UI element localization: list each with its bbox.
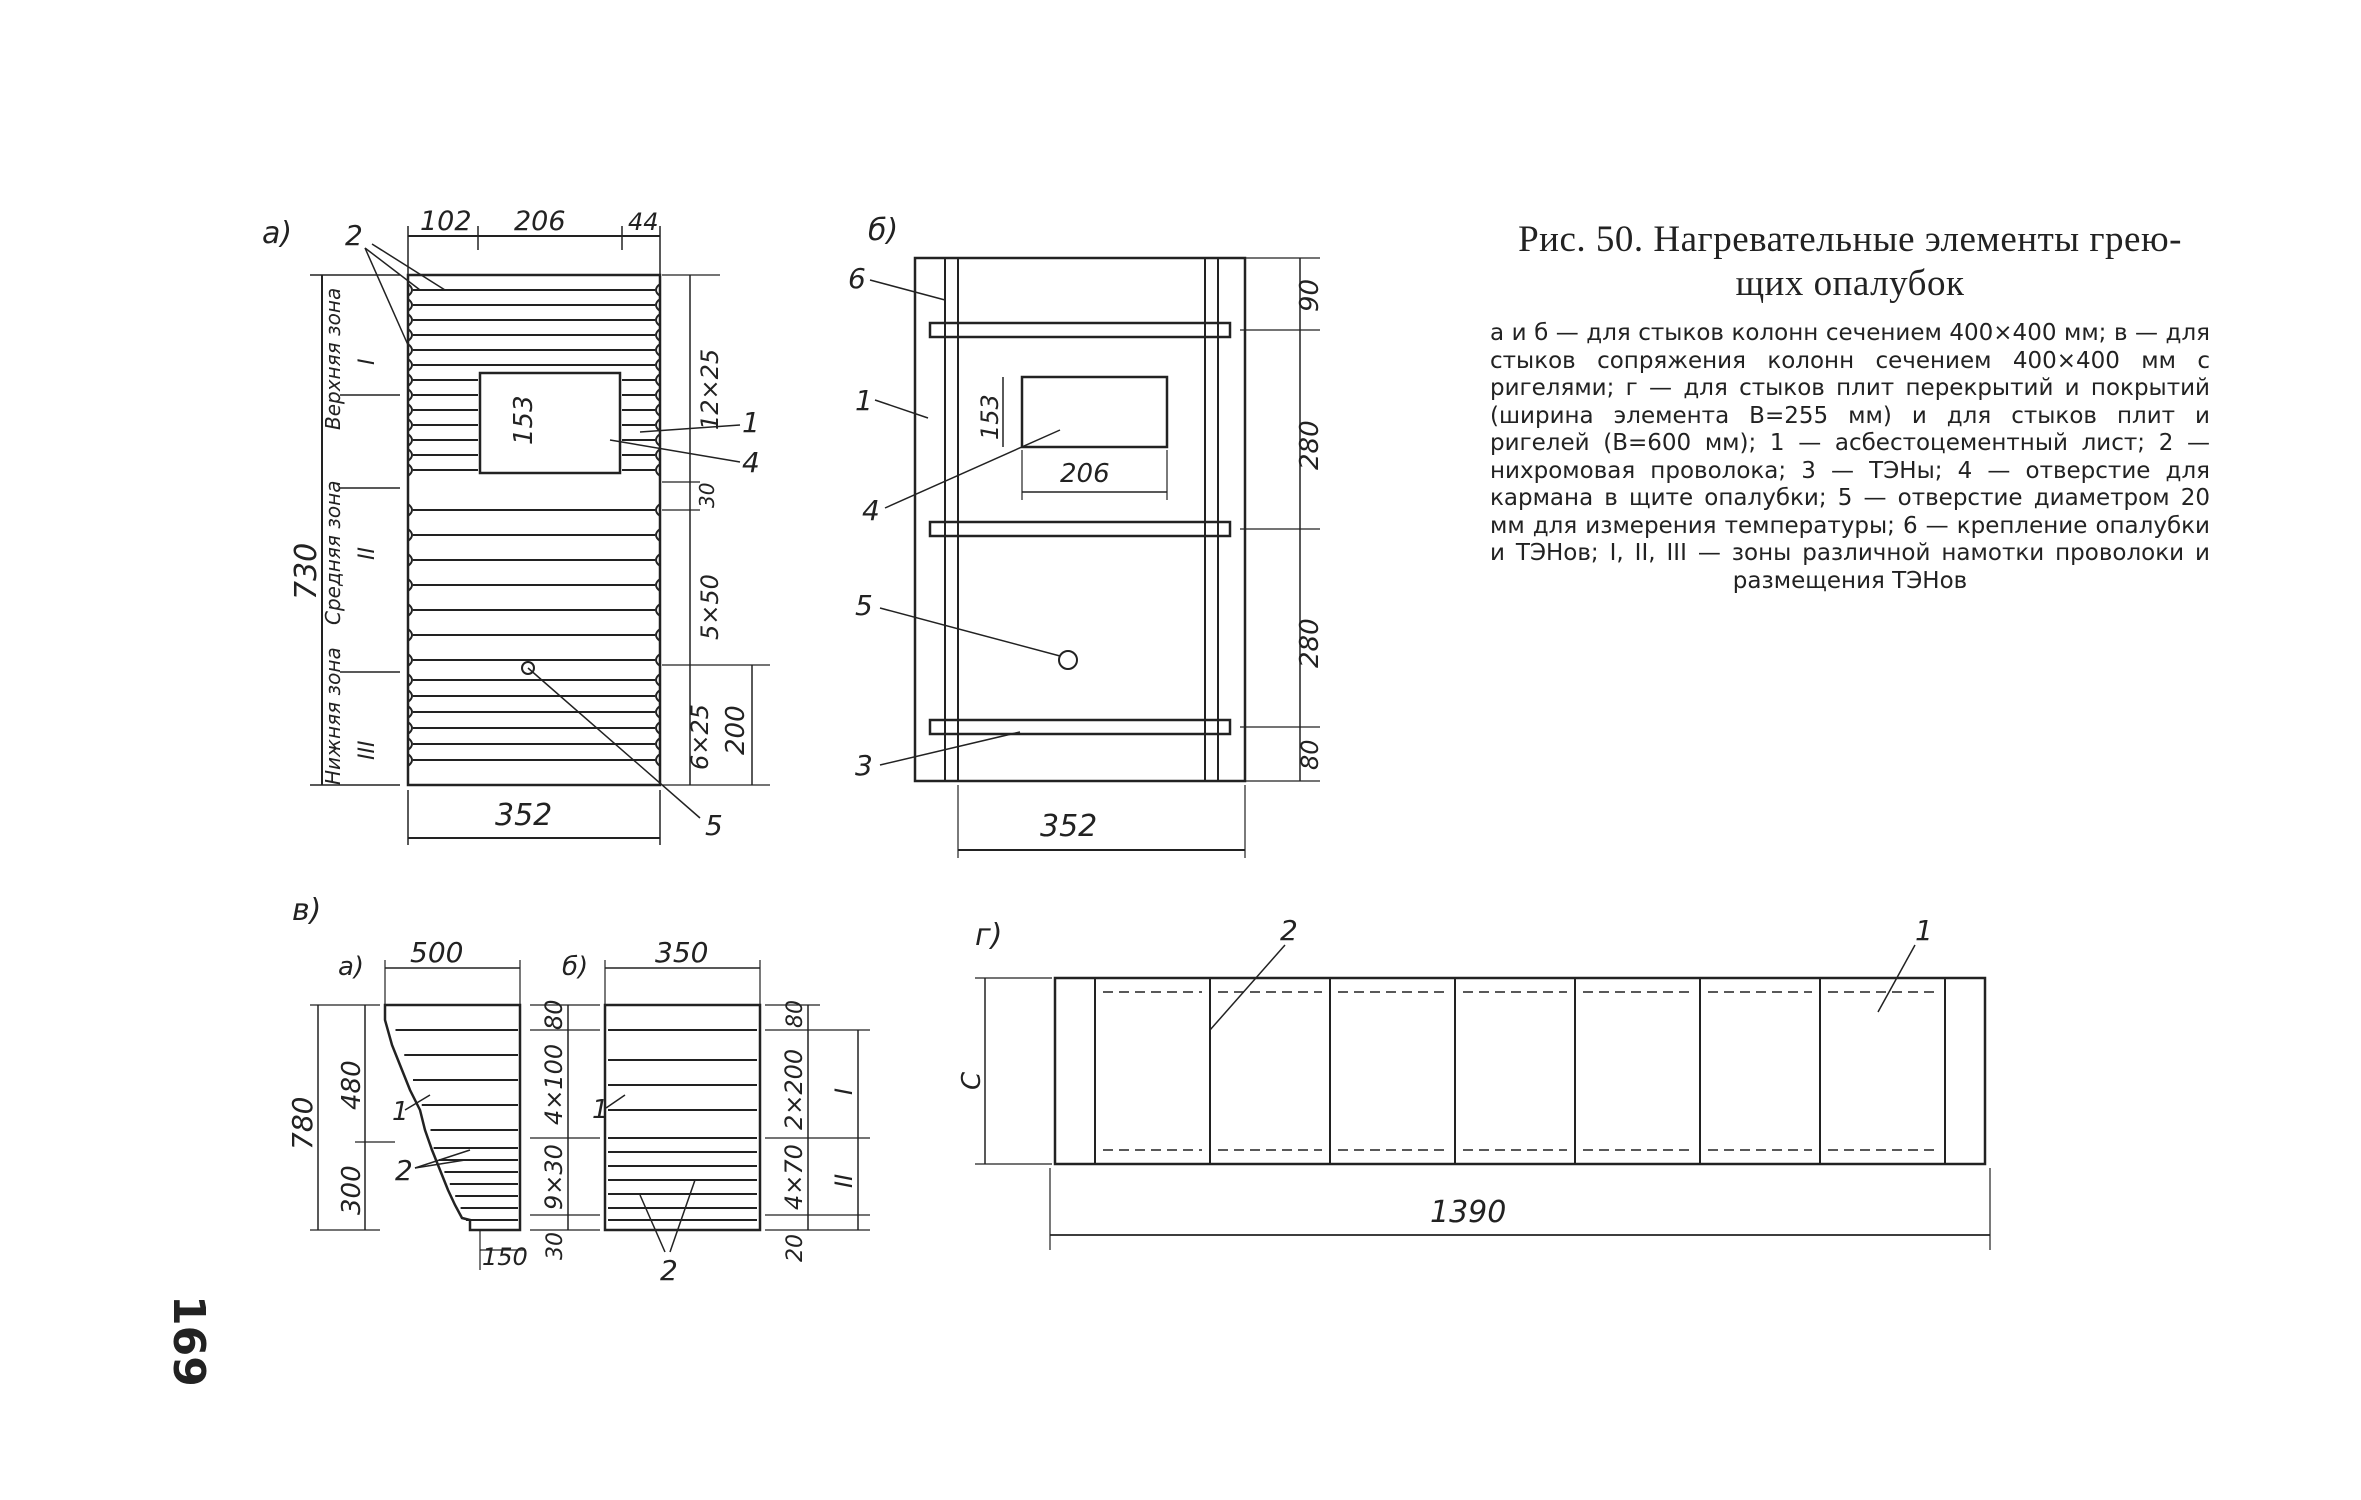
drawing-a <box>262 206 770 845</box>
callout-v-2: 2 <box>395 1154 413 1187</box>
dim-v-30: 30 <box>543 1232 568 1260</box>
drawing-b-label: б) <box>868 213 899 248</box>
sheet-g <box>1055 978 1985 1164</box>
dim-a-200: 200 <box>721 705 751 755</box>
dim-a-730: 730 <box>289 542 324 600</box>
callout-a-5: 5 <box>705 809 723 842</box>
sheet-a <box>408 275 660 785</box>
callout-b-5: 5 <box>855 589 873 622</box>
callout-v-1: 1 <box>392 1097 409 1127</box>
zone-middle: Средняя зона <box>321 480 345 625</box>
dim-g-1390: 1390 <box>1430 1195 1507 1230</box>
dim-v-80-right: 80 <box>783 1000 808 1028</box>
dim-a-44: 44 <box>628 208 659 236</box>
dim-b-206: 206 <box>1060 459 1110 489</box>
dim-g-C: C <box>957 1071 987 1090</box>
heater-bar-1 <box>930 323 1230 337</box>
dim-v-500: 500 <box>410 936 464 969</box>
sheet-v-b <box>605 1005 760 1230</box>
pocket-hole-a <box>480 373 620 473</box>
drawing-v-sub-b: б) <box>562 952 589 982</box>
dim-a-6x25: 6×25 <box>686 704 714 770</box>
zone-v-I: I <box>830 1087 858 1095</box>
figure-legend: а и б — для стыков колонн сечением 400×400 мм; в — для стыков сопряжения колонн сечением 400×400 мм с ригелями; г — для стыков плит перекрытий и покрытий (ширина элемента B=255 мм) и для стыков плит и ригелей (B=600 мм); 1 — асбестоцементный лист; 2 — нихромовая проволока; 3 — ТЭНы; 4 — отверстие для кармана в щите опалубки; 5 — отверстие диаметром 20 мм для измерения температуры; 6 — крепление опалубки и ТЭНов; I, II, III — зоны различной намотки проволоки и размещения ТЭНов <box>1490 320 2210 594</box>
callout-g-1: 1 <box>1915 914 1933 947</box>
zone-v-II: II <box>830 1173 858 1188</box>
callout-a-4: 4 <box>742 446 760 479</box>
callout-v-2b: 2 <box>660 1254 678 1287</box>
drawing-v <box>286 893 870 1287</box>
dim-b-352: 352 <box>1040 809 1098 844</box>
dim-v-20: 20 <box>783 1234 808 1262</box>
dim-v-150: 150 <box>482 1243 528 1271</box>
dim-v-480: 480 <box>337 1060 367 1110</box>
zone-lower: Нижняя зона <box>321 647 345 785</box>
drawing-b <box>848 213 1325 858</box>
dim-v-300: 300 <box>337 1165 367 1215</box>
callout-b-6: 6 <box>848 262 866 295</box>
callout-b-1: 1 <box>855 384 873 417</box>
dim-v-80: 80 <box>540 999 568 1030</box>
heater-bar-3 <box>930 720 1230 734</box>
dim-a-153: 153 <box>509 395 539 445</box>
zone-I: I <box>355 358 380 365</box>
callout-a-2: 2 <box>345 219 363 252</box>
drawing-g <box>957 914 1990 1250</box>
drawing-v-label: в) <box>292 893 322 928</box>
callout-b-4: 4 <box>862 494 880 527</box>
drawing-g-label: г) <box>975 918 1003 953</box>
dim-b-90: 90 <box>1295 278 1325 312</box>
dim-v-350: 350 <box>655 936 709 969</box>
callout-v-1b: 1 <box>592 1095 609 1125</box>
page-number: 169 <box>163 1295 214 1387</box>
dim-b-80: 80 <box>1296 739 1324 770</box>
dim-b-280-2: 280 <box>1295 618 1325 668</box>
measure-hole-b <box>1059 651 1077 669</box>
dim-a-5x50: 5×50 <box>696 574 724 640</box>
figure-title: Рис. 50. Нагревательные элементы грею-щих опалубок <box>1518 219 2182 304</box>
heater-bar-2 <box>930 522 1230 536</box>
callout-a-1: 1 <box>742 406 760 439</box>
dim-a-352: 352 <box>495 798 553 833</box>
callout-g-2: 2 <box>1280 914 1298 947</box>
dim-a-12x25: 12×25 <box>696 348 724 430</box>
zone-II: II <box>355 547 380 560</box>
dim-a-102: 102 <box>420 206 472 237</box>
dim-b-153: 153 <box>976 394 1004 440</box>
dim-v-4x100: 4×100 <box>540 1043 568 1125</box>
dim-v-780: 780 <box>286 1096 319 1150</box>
zone-III: III <box>355 740 380 760</box>
dim-v-4x70: 4×70 <box>780 1144 808 1210</box>
dim-b-280-1: 280 <box>1295 420 1325 470</box>
dim-v-9x30: 9×30 <box>540 1144 568 1210</box>
dim-v-2x200: 2×200 <box>780 1048 808 1130</box>
dim-a-206: 206 <box>514 206 566 237</box>
figure-caption <box>1490 218 2210 595</box>
dim-a-30: 30 <box>695 482 719 508</box>
drawing-a-label: а) <box>262 216 293 251</box>
callout-b-3: 3 <box>855 749 873 782</box>
zone-upper: Верхняя зона <box>321 287 345 430</box>
drawing-v-sub-a: а) <box>338 952 365 982</box>
